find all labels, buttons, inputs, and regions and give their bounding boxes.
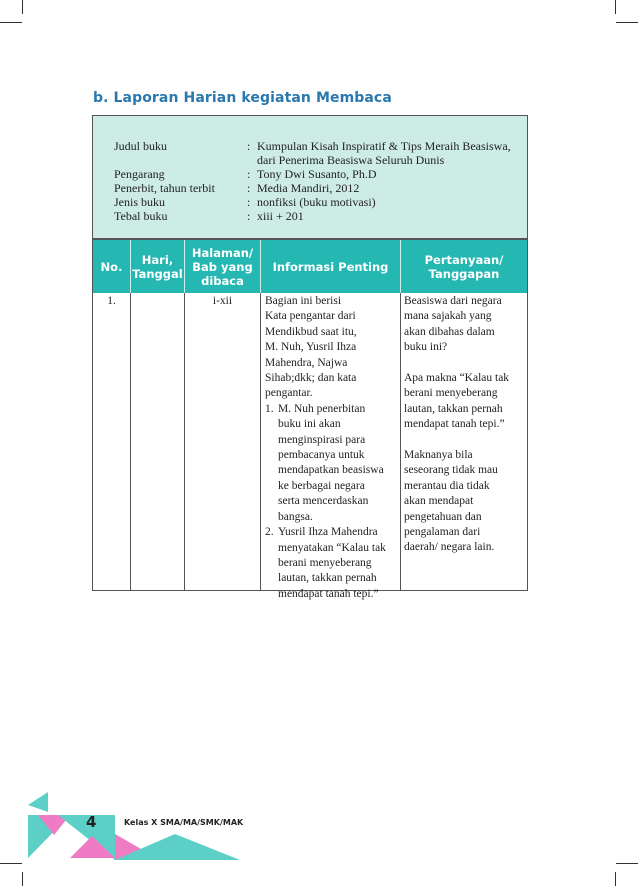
info-text-line: M. Nuh, Yusril Ihza	[265, 341, 357, 354]
crop-mark	[0, 22, 22, 23]
header-line: Halaman/	[191, 245, 254, 260]
info-text-line: Mendikbud saat itu,	[265, 325, 357, 338]
header-line: Tanggapan	[428, 266, 500, 281]
info-value	[257, 209, 527, 223]
info-colon: :	[247, 195, 251, 209]
header-line: Bab yang	[192, 259, 253, 274]
list-item-line: serta mencerdaskan	[278, 495, 369, 508]
header-text	[425, 253, 504, 281]
list-item-line: buku ini akan	[278, 418, 341, 431]
footer-book-title: Kelas X SMA/MA/SMK/MAK	[124, 818, 244, 827]
list-item-line: 1. M. Nuh penerbitan	[265, 402, 400, 417]
info-colon: :	[247, 181, 251, 195]
page-number: 4	[86, 813, 97, 831]
response-line: Apa makna “Kalau tak	[404, 372, 510, 385]
list-item-number: 2.	[265, 526, 274, 539]
list-item-line: mendapat tanah tepi.”	[278, 587, 379, 600]
response-line: akan mendapat	[404, 495, 474, 508]
info-row	[114, 139, 527, 167]
response-line: pengalaman dari	[404, 526, 481, 539]
response-line: seseorang tidak mau	[404, 464, 498, 477]
section-heading: b. Laporan Harian kegiatan Membaca	[93, 90, 392, 106]
response-line: merantau dia tidak	[404, 479, 490, 492]
response-line: buku ini?	[404, 341, 448, 354]
info-label: Tebal buku	[114, 209, 168, 223]
crop-mark	[616, 22, 638, 23]
info-value-line: xiii + 201	[257, 209, 304, 223]
list-item-line: bangsa.	[278, 510, 313, 523]
header-line: Hari,	[141, 252, 174, 267]
info-value	[257, 195, 527, 209]
response-line: daerah/ negara lain.	[404, 541, 495, 554]
header-no: No.	[93, 240, 131, 293]
response-line: berani menyeberang	[404, 387, 498, 400]
response-line: mendapat tanah tepi.”	[404, 418, 505, 431]
deco-triangle	[28, 792, 48, 812]
info-value-line: dari Penerima Beasiswa Seluruh Dunis	[257, 153, 445, 167]
info-colon: :	[247, 209, 251, 223]
cell-no: 1.	[93, 293, 131, 590]
info-value-line: Kumpulan Kisah Inspiratif & Tips Meraih Beasiswa,	[257, 139, 511, 153]
crop-mark	[616, 863, 638, 864]
response-line: Maknanya bila	[404, 449, 473, 462]
response-line: akan dibahas dalam	[404, 325, 495, 338]
book-info-box	[92, 115, 528, 239]
info-text-line: Sihab;dkk; dan kata	[265, 372, 357, 385]
header-informasi: Informasi Penting	[261, 240, 401, 293]
header-pertanyaan	[401, 240, 527, 293]
info-row	[114, 209, 527, 223]
crop-mark	[615, 0, 616, 14]
info-row	[114, 181, 527, 195]
header-text	[192, 246, 253, 288]
header-line: dibaca	[201, 273, 244, 288]
info-value-line: Media Mandiri, 2012	[257, 181, 360, 195]
info-text-line: Kata pengantar dari	[265, 310, 356, 323]
info-label: Penerbit, tahun terbit	[114, 181, 215, 195]
info-value	[257, 181, 527, 195]
list-item-line: berani menyeberang	[278, 556, 372, 569]
info-row	[114, 195, 527, 209]
reading-report-table	[92, 239, 528, 600]
list-item-line: menginspirasi para	[278, 433, 366, 446]
cell-hari-tanggal	[131, 293, 185, 590]
list-item-line: mendapatkan beasiswa	[278, 464, 384, 477]
info-text-line: Mahendra, Najwa	[265, 356, 348, 369]
info-label: Jenis buku	[114, 195, 165, 209]
list-item-line: lautan, takkan pernah	[278, 572, 377, 585]
response-line: Beasiswa dari negara	[404, 295, 502, 307]
info-text-line: pengantar.	[265, 387, 313, 400]
info-colon: :	[247, 167, 251, 181]
cell-halaman: i-xii	[185, 293, 261, 590]
crop-mark	[22, 0, 23, 14]
info-row	[114, 167, 527, 181]
list-item-line: pembacanya untuk	[278, 449, 365, 462]
info-colon: :	[247, 139, 251, 153]
list-item-line: ke berbagai negara	[278, 479, 365, 492]
header-halaman	[185, 240, 261, 293]
cell-informasi	[261, 293, 401, 600]
header-text	[132, 253, 182, 281]
header-line: Pertanyaan/	[424, 252, 504, 267]
list-item-line: menyatakan “Kalau tak	[278, 541, 386, 554]
list-item-number: 1.	[265, 402, 274, 415]
paragraph-gap	[404, 433, 527, 448]
info-label: Judul buku	[114, 139, 168, 153]
info-label: Pengarang	[114, 167, 165, 181]
info-value-line: Tony Dwi Susanto, Ph.D	[257, 167, 377, 181]
cell-pertanyaan	[401, 293, 527, 590]
response-line: pengetahuan dan	[404, 510, 482, 523]
info-value	[257, 139, 527, 167]
info-value	[257, 167, 527, 181]
table-row	[93, 293, 527, 600]
response-line: mana sajakah yang	[404, 310, 492, 323]
table-header	[93, 240, 527, 293]
crop-mark	[615, 872, 616, 886]
response-line: lautan, takkan pernah	[404, 402, 503, 415]
info-value-line: nonfiksi (buku motivasi)	[257, 195, 376, 209]
list-item-line: 2. Yusril Ihza Mahendra	[265, 525, 400, 540]
paragraph-gap	[404, 356, 527, 371]
header-hari-tanggal	[131, 240, 185, 293]
info-text-line: Bagian ini berisi	[265, 295, 342, 307]
header-line: Tanggal	[132, 266, 183, 281]
